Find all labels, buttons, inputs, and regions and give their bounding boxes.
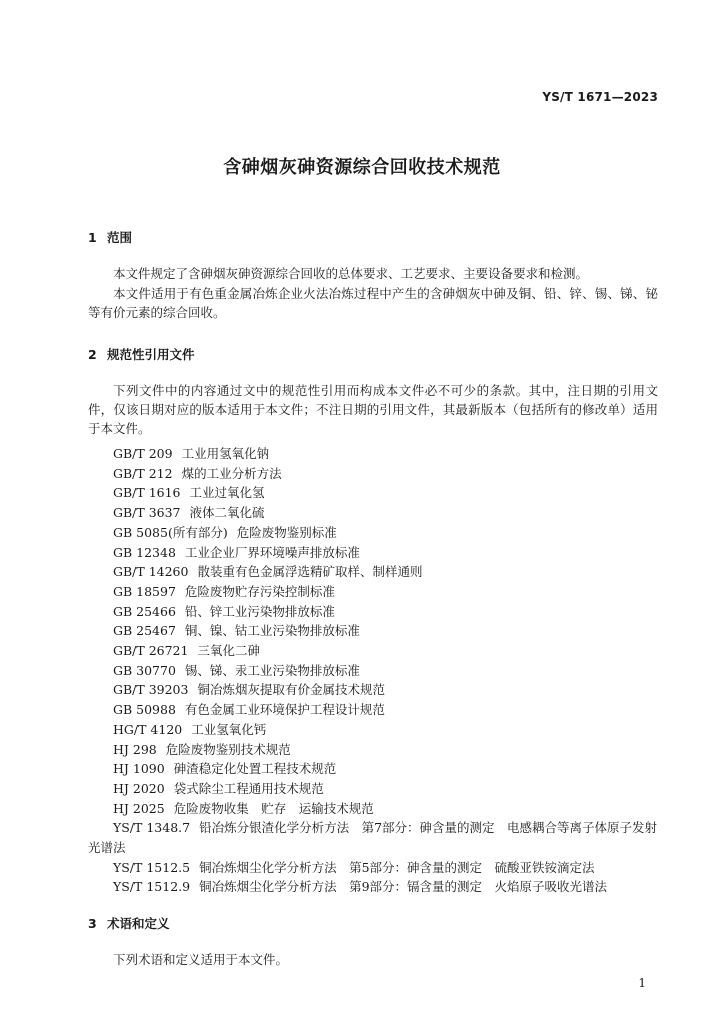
section-heading-terms-definitions (88, 914, 170, 932)
reference-title: 铜冶炼烟尘化学分析方法 第9部分：镉含量的测定 火焰原子吸收光谱法 (199, 879, 608, 895)
reference-code: HJ 1090 (113, 761, 165, 777)
reference-code: YS/T 1348.7 (113, 820, 191, 836)
reference-code: YS/T 1512.9 (113, 879, 191, 895)
section-title: 范围 (107, 230, 133, 245)
scope-paragraph: 本文件规定了含砷烟灰砷资源综合回收的总体要求、工艺要求、主要设备要求和检测。 (113, 266, 589, 281)
reference-title: 危险废物鉴别技术规范 (165, 741, 291, 757)
reference-item (88, 464, 668, 484)
standard-code: YS/T 1671—2023 (542, 90, 658, 104)
reference-code: GB/T 212 (113, 465, 173, 481)
terms-paragraph: 下列术语和定义适用于本文件。 (113, 952, 289, 967)
reference-item (88, 582, 668, 602)
reference-code: GB 18597 (113, 583, 176, 599)
section-title: 术语和定义 (107, 916, 170, 931)
reference-item (88, 661, 668, 681)
reference-item (88, 562, 668, 582)
reference-item (88, 444, 668, 464)
page-number: 1 (638, 976, 646, 990)
reference-item (88, 740, 668, 760)
reference-item (88, 543, 668, 563)
reference-item (88, 720, 668, 740)
reference-code: GB 50988 (113, 702, 176, 718)
reference-title: 砷渣稳定化处置工程技术规范 (173, 761, 337, 777)
section-title: 规范性引用文件 (107, 347, 195, 362)
reference-code: GB 25467 (113, 623, 176, 639)
reference-code: GB 5085(所有部分) (113, 524, 228, 540)
reference-title: 散装重有色金属浮选精矿取样、制样通则 (197, 564, 423, 580)
reference-title: 工业企业厂界环境噪声排放标准 (184, 544, 360, 560)
reference-title: 锡、锑、汞工业污染物排放标准 (184, 662, 360, 678)
reference-code: GB/T 209 (113, 446, 173, 461)
references-intro-paragraph: 下列文件中的内容通过文中的规范性引用而构成本文件必不可少的条款。其中，注日期的引用文件，仅该日期对应的版本适用于本文件；不注日期的引用文件，其最新版本（包括所有的修改单）适用于本文件。 (88, 383, 658, 436)
reference-title: 危险废物收集 贮存 运输技术规范 (173, 800, 374, 816)
reference-title: 三氧化二砷 (197, 643, 260, 659)
reference-title: 液体二氧化硫 (189, 505, 265, 521)
reference-title: 铜、镍、钴工业污染物排放标准 (184, 623, 360, 639)
reference-item (88, 503, 668, 523)
reference-title: 危险废物鉴别标准 (236, 524, 337, 540)
reference-code: YS/T 1512.5 (113, 859, 191, 875)
reference-item (88, 818, 660, 857)
reference-item (88, 779, 668, 799)
reference-title: 铅、锌工业污染物排放标准 (184, 603, 335, 619)
reference-item (88, 621, 668, 641)
section-heading-scope (88, 228, 132, 246)
section-number: 3 (88, 916, 97, 931)
reference-item (88, 877, 668, 897)
reference-code: GB 25466 (113, 603, 176, 619)
reference-title: 铜冶炼烟灰提取有价金属技术规范 (197, 682, 385, 698)
reference-code: GB/T 1616 (113, 485, 181, 501)
reference-item (88, 700, 668, 720)
section-heading-normative-references (88, 345, 195, 363)
reference-title: 工业氢氧化钙 (191, 721, 267, 737)
reference-code: HG/T 4120 (113, 721, 183, 737)
reference-code: GB/T 14260 (113, 564, 189, 580)
reference-title: 危险废物贮存污染控制标准 (184, 583, 335, 599)
reference-code: GB 30770 (113, 662, 176, 678)
reference-code: GB 12348 (113, 544, 176, 560)
reference-code: HJ 2020 (113, 780, 165, 796)
reference-item (88, 680, 668, 700)
reference-code: HJ 2025 (113, 800, 165, 816)
reference-title: 袋式除尘工程通用技术规范 (173, 780, 324, 796)
reference-list (88, 444, 668, 897)
reference-code: GB/T 3637 (113, 505, 181, 521)
reference-item (88, 483, 668, 503)
section-number: 1 (88, 230, 97, 245)
section-number: 2 (88, 347, 97, 362)
reference-item (88, 523, 668, 543)
scope-paragraph: 本文件适用于有色重金属冶炼企业火法冶炼过程中产生的含砷烟灰中砷及铜、铅、锌、锡、锑、铋等有价元素的综合回收。 (88, 286, 658, 320)
reference-title: 有色金属工业环境保护工程设计规范 (184, 702, 385, 718)
reference-title: 工业过氧化氢 (189, 485, 265, 501)
reference-code: GB/T 39203 (113, 682, 189, 698)
document-title: 含砷烟灰砷资源综合回收技术规范 (223, 157, 501, 178)
reference-item (88, 602, 668, 622)
reference-title: 铅冶炼分银渣化学分析方法 第7部分：砷含量的测定 电感耦合等离子体原子发射光谱法 (88, 820, 658, 856)
reference-title: 工业用氢氧化钠 (181, 446, 270, 461)
reference-item (88, 641, 668, 661)
reference-code: HJ 298 (113, 741, 157, 757)
reference-title: 煤的工业分析方法 (181, 465, 282, 481)
reference-item (88, 858, 668, 878)
reference-item (88, 799, 668, 819)
reference-title: 铜冶炼烟尘化学分析方法 第5部分：砷含量的测定 硫酸亚铁铵滴定法 (199, 859, 595, 875)
reference-item (88, 759, 668, 779)
reference-code: GB/T 26721 (113, 643, 189, 659)
